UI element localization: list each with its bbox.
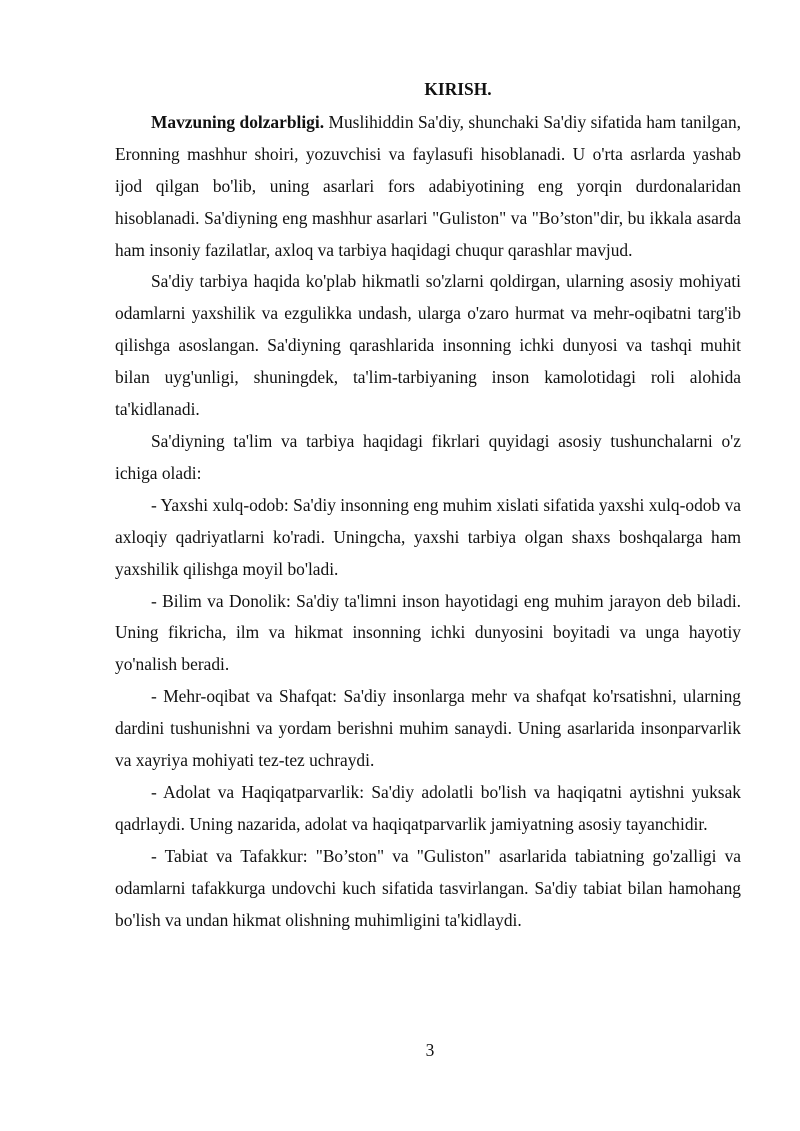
list-item-justice: - Adolat va Haqiqatparvarlik: Sa'diy adolatli bo'lish va haqiqatni aytishni yuksak qadrlaydi. Uning nazarida, adolat va haqiqatparvarlik jamiyatning asosiy tayanchidir.	[115, 781, 741, 834]
list-item-good-manners: - Yaxshi xulq-odob: Sa'diy insonning eng muhim xislati sifatida yaxshi xulq-odob va axloqiy qadriyatlarni ko'radi. Uningcha, yaxshi tarbiya olgan shaxs boshqalarga ham yaxshilik qilishga moyil bo'ladi.	[115, 494, 741, 579]
list-item-compassion: - Mehr-oqibat va Shafqat: Sa'diy insonlarga mehr va shafqat ko'rsatishni, ularning dardini tushunishni va yordam berishni muhim sanaydi. Uning asarlarida insonparvarlik va xayriya mohiyati tez-tez uchraydi.	[115, 686, 741, 771]
intro-lead: Mavzuning dolzarbligi.	[151, 111, 325, 132]
paragraph-3: Sa'diyning ta'lim va tarbiya haqidagi fikrlari quyidagi asosiy tushunchalarni o'z ichiga oladi:	[115, 430, 741, 483]
list-item-knowledge: - Bilim va Donolik: Sa'diy ta'limni inson hayotidagi eng muhim jarayon deb biladi. Uning fikricha, ilm va hikmat insonning ichki dunyosini boyitadi va unga hayotiy yo'nalish beradi.	[115, 590, 741, 675]
intro-text: Muslihiddin Sa'diy, shunchaki Sa'diy sifatida ham tanilgan, Eronning mashhur shoiri, yozuvchisi va faylasufi hisoblanadi. U o'rta asrlarda yashab ijod qilgan bo'lib, uning asarlari fors adabiyotining eng yorqin durdonalaridan hisoblanadi. Sa'diyning eng mashhur asarlari "Guliston" va "Bo’ston"dir, bu ikkala asarda ham insoniy fazilatlar, axloq va tarbiya haqidagi chuqur qarashlar mavjud.	[115, 111, 741, 260]
section-title: KIRISH.	[424, 79, 492, 99]
page-content	[115, 74, 741, 936]
paragraph-intro	[115, 107, 741, 267]
list-item-nature: - Tabiat va Tafakkur: "Bo’ston" va "Guliston" asarlarida tabiatning go'zalligi va odamlarni tafakkurga undovchi kuch sifatida tasvirlangan. Sa'diy tabiat bilan hamohang bo'lish va undan hikmat olishning muhimligini ta'kidlaydi.	[115, 845, 741, 930]
page-number: 3	[425, 1040, 435, 1060]
paragraph-2: Sa'diy tarbiya haqida ko'plab hikmatli so'zlarni qoldirgan, ularning asosiy mohiyati odamlarni yaxshilik va ezgulikka undash, ularga o'zaro hurmat va mehr-oqibatni targ'ib qilishga asoslangan. Sa'diyning qarashlarida insonning ichki dunyosi va tashqi muhit bilan uyg'unligi, shuningdek, ta'lim-tarbiyaning inson kamolotidagi roli alohida ta'kidlanadi.	[115, 271, 741, 420]
